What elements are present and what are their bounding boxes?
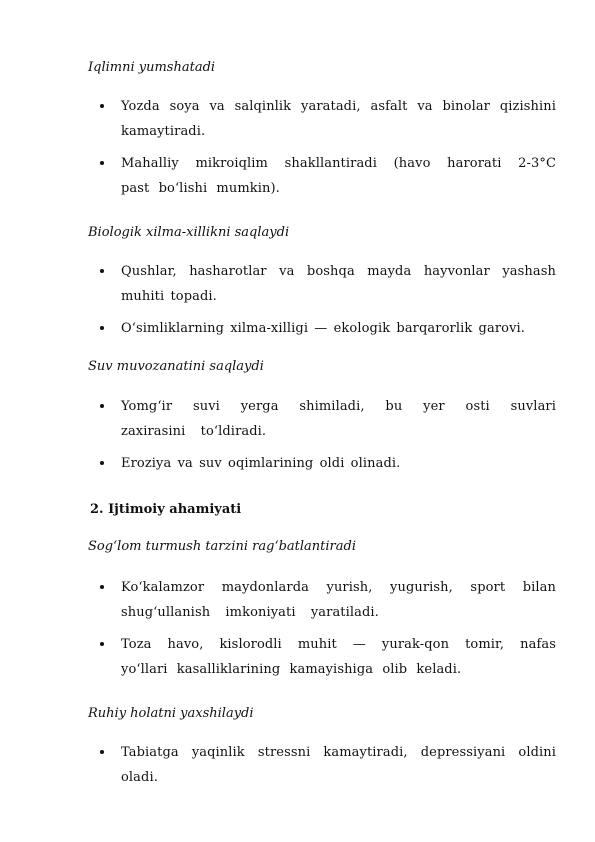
list-item-text: Toza havo, kislorodli muhit — yurak-qon tomir, nafas yo‘llari kasalliklarining kamayishiga olib keladi. <box>121 637 556 677</box>
list-item <box>100 316 556 341</box>
section-heading-mental-state: Ruhiy holatni yaxshilaydi <box>88 706 254 721</box>
bullet-icon <box>100 269 104 273</box>
bullet-icon <box>100 642 104 646</box>
list-item <box>100 451 556 476</box>
list-item <box>100 259 556 309</box>
list-item <box>100 94 556 144</box>
list-item-text: O‘simliklarning xilma-xilligi — ekologik barqarorlik garovi. <box>121 321 525 336</box>
section-heading-climate: Iqlimni yumshatadi <box>88 60 216 75</box>
bullet-icon <box>100 161 104 165</box>
list-item <box>100 632 556 682</box>
list-item-text: Eroziya va suv oqimlarining oldi olinadi. <box>121 456 401 471</box>
section-heading-biodiversity: Biologik xilma-xillikni saqlaydi <box>88 225 290 240</box>
list-item <box>100 740 556 790</box>
list-item-text: Yomg‘ir suvi yerga shimiladi, bu yer osti suvlari zaxirasini to‘ldiradi. <box>121 399 556 439</box>
bullet-icon <box>100 326 104 330</box>
list-item-text: Ko‘kalamzor maydonlarda yurish, yugurish, sport bilan shug‘ullanish imkoniyati yaratiladi. <box>121 580 556 620</box>
bullet-icon <box>100 585 104 589</box>
bullet-icon <box>100 404 104 408</box>
bullet-icon <box>100 104 104 108</box>
list-item <box>100 151 556 201</box>
list-item-text: Qushlar, hasharotlar va boshqa mayda hayvonlar yashash muhiti topadi. <box>121 264 556 304</box>
section-heading-water: Suv muvozanatini saqlaydi <box>88 359 264 374</box>
list-item-text: Tabiatga yaqinlik stressni kamaytiradi, depressiyani oldini oladi. <box>121 745 556 785</box>
bullet-icon <box>100 461 104 465</box>
list-item-text: Yozda soya va salqinlik yaratadi, asfalt va binolar qizishini kamaytiradi. <box>121 99 556 139</box>
list-item <box>100 394 556 444</box>
section-heading-healthy-lifestyle: Sog‘lom turmush tarzini rag‘batlantiradi <box>88 539 356 554</box>
list-item <box>100 575 556 625</box>
section-heading-social: 2. Ijtimoiy ahamiyati <box>90 502 242 517</box>
list-item-text: Mahalliy mikroiqlim shakllantiradi (havo harorati 2-3°C past bo‘lishi mumkin). <box>121 156 556 196</box>
bullet-icon <box>100 750 104 754</box>
